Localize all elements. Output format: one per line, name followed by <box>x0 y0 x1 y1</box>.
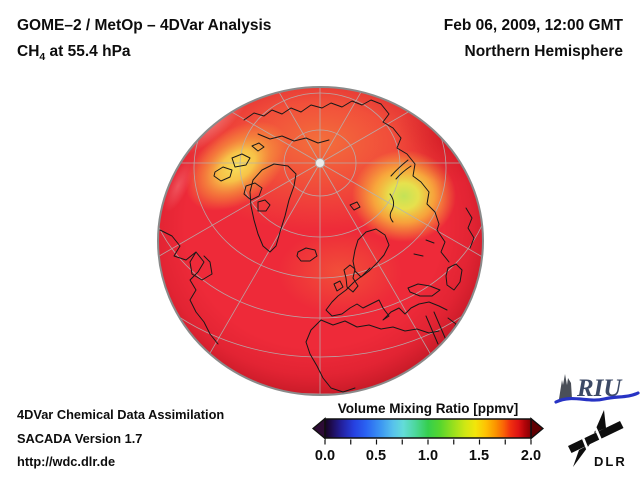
hemisphere-label: Northern Hemisphere <box>464 43 623 60</box>
limb-shading <box>158 87 483 395</box>
pressure-level: at 55.4 hPa <box>45 43 131 60</box>
species-level-line <box>17 39 271 70</box>
assimilation-label: 4DVar Chemical Data Assimilation <box>17 407 225 422</box>
colorbar-tick-label: 0.5 <box>365 448 387 464</box>
riu-logo <box>554 369 640 407</box>
dlr-logo-text: DLR <box>594 454 627 469</box>
observation-datetime: Feb 06, 2009, 12:00 GMT <box>443 17 623 34</box>
pole-marker <box>316 159 325 168</box>
dlr-logo <box>560 409 638 469</box>
plot-title-block <box>17 13 271 70</box>
plot-title: GOME–2 / MetOp – 4DVar Analysis <box>17 17 272 34</box>
colorbar-gradient-bar <box>325 419 531 438</box>
colorbar-tick-label: 1.5 <box>468 448 490 464</box>
species-subscript: 4 <box>39 51 46 64</box>
colorbar-right-arrow <box>531 419 543 439</box>
url-label: http://wdc.dlr.de <box>17 454 116 469</box>
riu-logo-text: RIU <box>577 375 622 402</box>
colorbar-tick-label: 1.0 <box>417 448 439 464</box>
colorbar-left-arrow <box>313 419 325 439</box>
version-label: SACADA Version 1.7 <box>17 430 143 446</box>
timestamp-block <box>444 13 623 65</box>
credits-block <box>17 403 224 474</box>
species-formula: CH <box>17 43 40 60</box>
colorbar-tick-label: 2.0 <box>520 448 542 464</box>
cathedral-icon <box>559 374 572 399</box>
colorbar <box>300 412 552 448</box>
colorbar-ticks <box>325 440 531 445</box>
colorbar-title: Volume Mixing Ratio [ppmv] <box>337 401 519 416</box>
colorbar-tick-label: 0.0 <box>314 448 336 464</box>
